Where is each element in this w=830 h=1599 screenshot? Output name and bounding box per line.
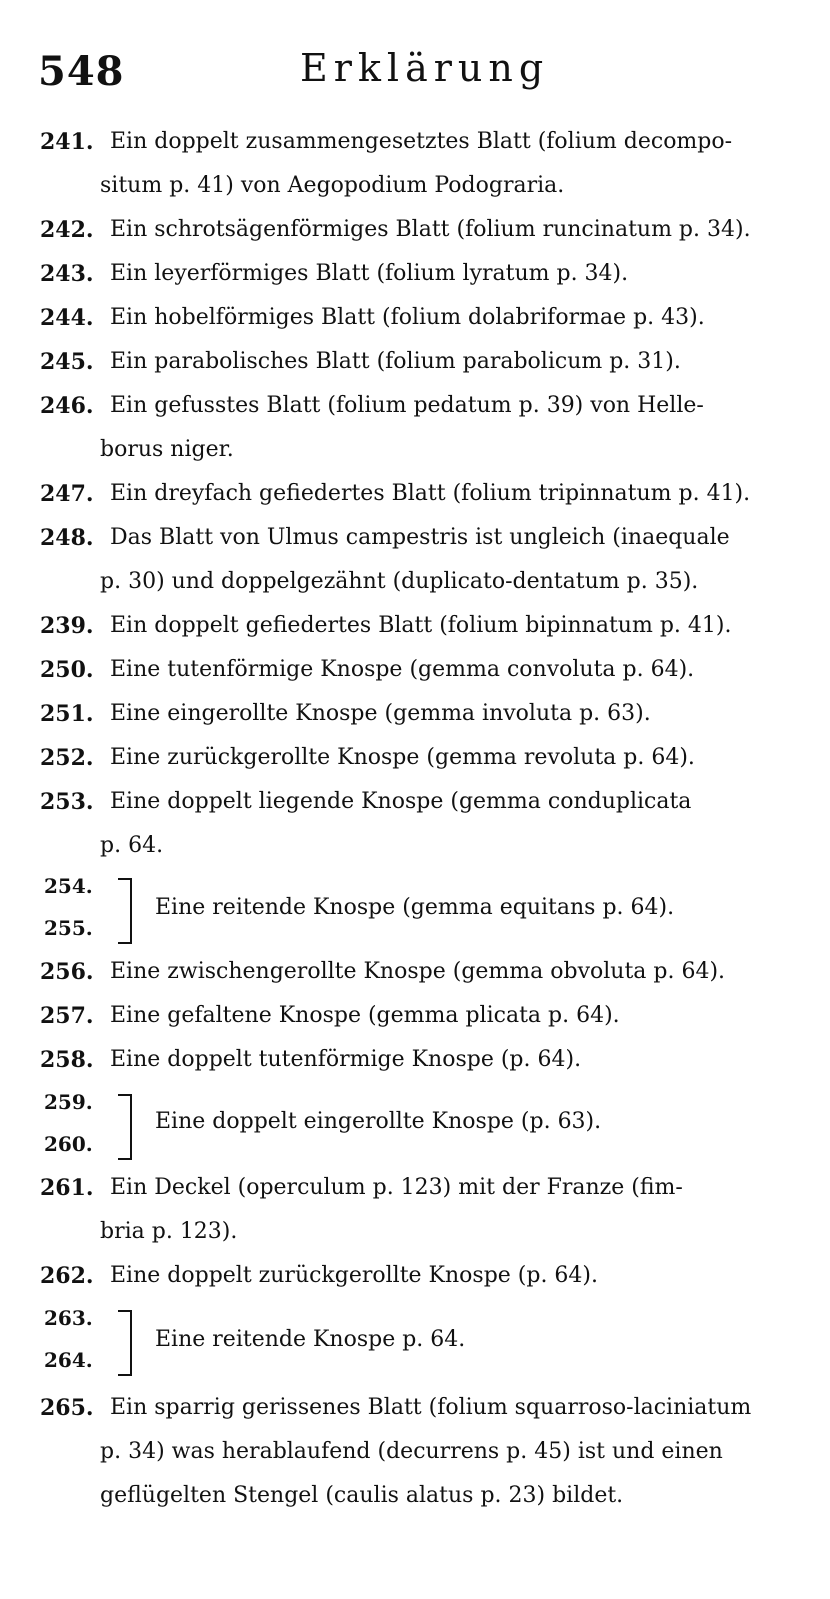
entry-text-continued: bria p. 123). [100,1219,238,1244]
entry-text: Ein gefusstes Blatt (folium pedatum p. 39) von Helle- [110,393,704,418]
entry-number: 242. [40,217,94,243]
entry-245 [0,340,830,384]
entry-text: Das Blatt von Ulmus campestris ist ungleich (inaequale [110,525,730,550]
entry-number: 258. [40,1047,94,1073]
entry-text: Eine gefaltene Knospe (gemma plicata p. 64). [110,1003,620,1028]
running-title: Erklärung [300,46,550,90]
entry-number: 244. [40,305,94,331]
entry-243 [0,252,830,296]
page-header [0,38,830,108]
entry-number: 263. [44,1306,93,1330]
bracket [118,1310,132,1376]
entry-258 [0,1038,830,1082]
entry-number: 241. [40,129,94,155]
entry-group-259-260 [0,1086,830,1176]
entry-text: Eine reitende Knospe p. 64. [155,1327,466,1352]
entry-number: 262. [40,1263,94,1289]
entry-number: 246. [40,393,94,419]
entry-number: 264. [44,1348,93,1372]
entry-text: Ein Deckel (operculum p. 123) mit der Franze (fim- [110,1175,683,1200]
entry-242 [0,208,830,252]
entry-text: Ein doppelt zusammengesetztes Blatt (folium decompo- [110,129,733,154]
entry-number: 250. [40,657,94,683]
entry-257 [0,994,830,1038]
entry-number: 253. [40,789,94,815]
entry-241 [0,120,830,208]
entry-text: Eine tutenförmige Knospe (gemma convoluta p. 64). [110,657,695,682]
entry-text-continued: p. 30) und doppelgezähnt (duplicato-dentatum p. 35). [100,569,699,594]
entry-number: 248. [40,525,94,551]
entry-247 [0,472,830,516]
entry-text: Ein parabolisches Blatt (folium parabolicum p. 31). [110,349,681,374]
entry-text-continued: situm p. 41) von Aegopodium Podograria. [100,173,565,198]
entry-265 [0,1386,830,1518]
entry-text: Eine zwischengerollte Knospe (gemma obvoluta p. 64). [110,959,726,984]
entry-246 [0,384,830,472]
entry-text: Ein leyerförmiges Blatt (folium lyratum p. 34). [110,261,629,286]
entry-text: Eine zurückgerollte Knospe (gemma revoluta p. 64). [110,745,695,770]
entry-text: Eine doppelt tutenförmige Knospe (p. 64). [110,1047,582,1072]
entry-251 [0,692,830,736]
entry-text: Eine doppelt eingerollte Knospe (p. 63). [155,1109,602,1134]
entry-number: 261. [40,1175,94,1201]
entry-text: Ein schrotsägenförmiges Blatt (folium runcinatum p. 34). [110,217,751,242]
entry-text-continued: p. 34) was herablaufend (decurrens p. 45) ist und einen [100,1439,723,1464]
entry-text: Ein dreyfach gefiedertes Blatt (folium tripinnatum p. 41). [110,481,751,506]
entry-text: Eine doppelt zurückgerollte Knospe (p. 64). [110,1263,599,1288]
entry-244 [0,296,830,340]
entry-text-continued: geflügelten Stengel (caulis alatus p. 23) bildet. [100,1483,624,1508]
entry-text: Ein sparrig gerissenes Blatt (folium squarroso-laciniatum [110,1395,752,1420]
entry-253 [0,780,830,868]
entry-number: 257. [40,1003,94,1029]
entry-number: 259. [44,1090,93,1114]
entry-250 [0,648,830,692]
entry-number: 239. [40,613,94,639]
bracket [118,878,132,944]
entry-number: 265. [40,1395,94,1421]
entry-number: 256. [40,959,94,985]
entry-number: 245. [40,349,94,375]
entry-text: Eine reitende Knospe (gemma equitans p. 64). [155,895,675,920]
entry-text-continued: p. 64. [100,833,164,858]
entry-261 [0,1166,830,1254]
entry-text-continued: borus niger. [100,437,234,462]
entry-text: Eine eingerollte Knospe (gemma involuta p. 63). [110,701,651,726]
entry-number: 252. [40,745,94,771]
entry-number: 254. [44,874,93,898]
entry-262 [0,1254,830,1298]
entry-group-263-264 [0,1302,830,1392]
entry-text: Eine doppelt liegende Knospe (gemma conduplicata [110,789,692,814]
bracket [118,1094,132,1160]
entry-248 [0,516,830,604]
entry-text: Ein hobelförmiges Blatt (folium dolabriformae p. 43). [110,305,705,330]
entry-number: 260. [44,1132,93,1156]
entry-number: 247. [40,481,94,507]
entry-number: 243. [40,261,94,287]
entry-number: 251. [40,701,94,727]
entry-group-254-255 [0,870,830,960]
entry-text: Ein doppelt gefiedertes Blatt (folium bipinnatum p. 41). [110,613,732,638]
entry-252 [0,736,830,780]
page-number: 548 [38,48,125,95]
entry-239 [0,604,830,648]
entry-number: 255. [44,916,93,940]
entry-256 [0,950,830,994]
